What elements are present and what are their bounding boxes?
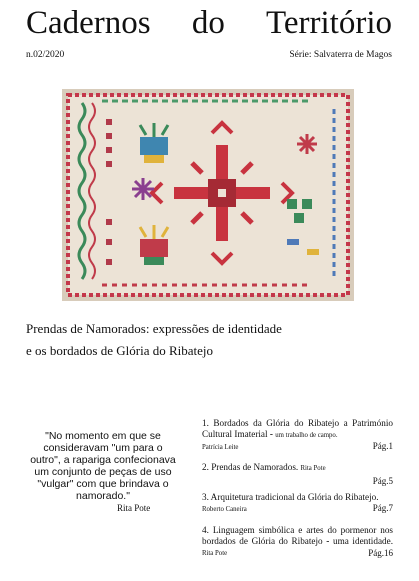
publication-title	[26, 4, 392, 42]
toc-item-page: Pág.5	[372, 476, 393, 486]
pull-quote: "No momento em que se consideravam "um para o outro", a rapariga confecionava um conjunto de peças de uso "vulgar" com que brindava o namorado."	[30, 430, 176, 502]
toc-item-1[interactable]	[202, 418, 393, 462]
title-word-1: Cadernos	[26, 5, 151, 41]
toc-item-separator: -	[267, 429, 276, 439]
toc-item-author: Rita Pote	[300, 465, 326, 472]
embroidery-illustration	[62, 89, 354, 301]
quote-author: Rita Pote	[117, 503, 151, 513]
toc-item-2[interactable]	[202, 462, 393, 492]
cover-subtitle	[26, 318, 366, 362]
toc-item-author: Roberto Caneira	[202, 506, 247, 513]
toc-item-subtitle: uma identidade.	[332, 536, 393, 546]
toc-item-page: Pág.1	[372, 441, 393, 451]
embroidery-photo	[62, 89, 354, 301]
subtitle-line-2: e os bordados de Glória do Ribatejo	[26, 343, 214, 358]
toc-item-subtitle: um trabalho de campo.	[275, 432, 338, 439]
toc-item-title: 4. Linguagem simbólica e artes do pormenor nos bordados de Glória do Ribatejo	[202, 525, 393, 546]
subtitle-line-1: Prendas de Namorados: expressões de identidade	[26, 321, 282, 336]
toc-item-page: Pág.16	[368, 548, 393, 558]
series-label: Série: Salvaterra de Magos	[289, 50, 392, 60]
table-of-contents	[202, 418, 393, 569]
toc-item-author: Rita Pote	[202, 550, 228, 557]
title-word-3: Território	[266, 5, 392, 41]
toc-item-title: 2. Prendas de Namorados.	[202, 462, 299, 472]
title-word-2: do	[191, 5, 225, 41]
toc-item-title: 3. Arquitetura tradicional da Glória do Ribatejo.	[202, 492, 379, 502]
toc-item-4[interactable]	[202, 525, 393, 569]
toc-item-3[interactable]	[202, 492, 393, 525]
toc-item-title: 1. Bordados da Glória do Ribatejo a Património Cultural Imaterial	[202, 418, 393, 439]
toc-item-author: Patrícia Leite	[202, 444, 239, 451]
issue-number: n.02/2020	[26, 50, 65, 60]
toc-item-page: Pág.7	[372, 503, 393, 513]
toc-item-separator: -	[322, 536, 333, 546]
